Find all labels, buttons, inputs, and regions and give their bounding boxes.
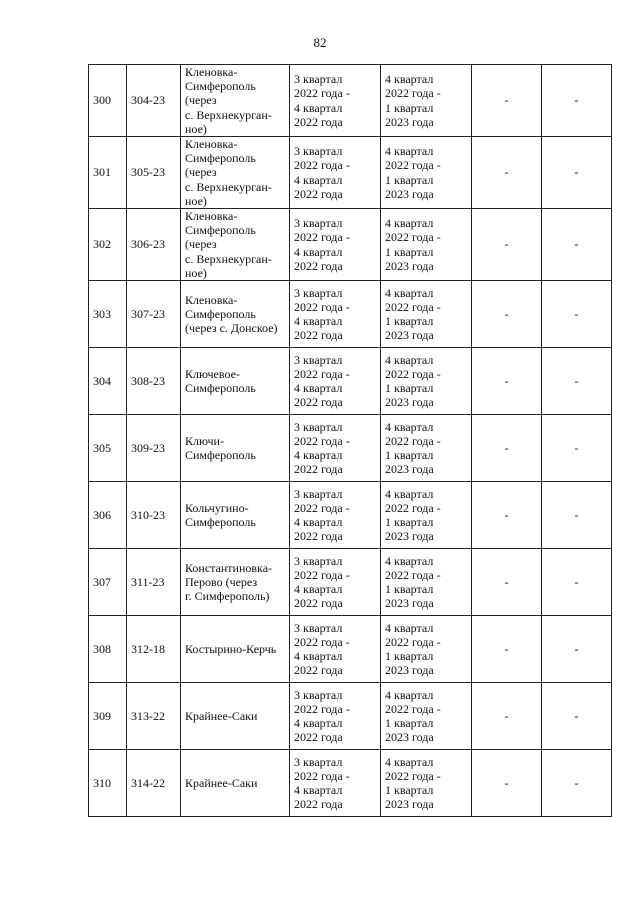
- end-period-cell: 4 квартал 2022 года - 1 квартал 2023 года: [381, 415, 472, 482]
- route-name-cell: Кленовка- Симферополь (через с. Верхнекурган- ное): [181, 65, 290, 137]
- table-row: [89, 683, 612, 750]
- end-period-cell: 4 квартал 2022 года - 1 квартал 2023 года: [381, 348, 472, 415]
- route-name-cell: Кольчугино- Симферополь: [181, 482, 290, 549]
- row-number-cell: 302: [89, 209, 127, 281]
- empty-value-cell: -: [472, 209, 542, 281]
- page-number: 82: [313, 35, 327, 50]
- route-code-cell: 314-22: [127, 750, 181, 817]
- empty-value-cell: -: [542, 137, 612, 209]
- route-name-cell: Ключи- Симферополь: [181, 415, 290, 482]
- table-row: [89, 549, 612, 616]
- route-code-cell: 312-18: [127, 616, 181, 683]
- empty-value-cell: -: [472, 549, 542, 616]
- empty-value-cell: -: [472, 348, 542, 415]
- empty-value-cell: -: [542, 683, 612, 750]
- empty-value-cell: -: [542, 65, 612, 137]
- route-code-cell: 311-23: [127, 549, 181, 616]
- empty-value-cell: -: [472, 616, 542, 683]
- start-period-cell: 3 квартал 2022 года - 4 квартал 2022 года: [290, 482, 381, 549]
- empty-value-cell: -: [542, 209, 612, 281]
- empty-value-cell: -: [542, 616, 612, 683]
- route-code-cell: 310-23: [127, 482, 181, 549]
- empty-value-cell: -: [472, 482, 542, 549]
- empty-value-cell: -: [472, 65, 542, 137]
- empty-value-cell: -: [472, 750, 542, 817]
- route-name-cell: Костырино-Керчь: [181, 616, 290, 683]
- start-period-cell: 3 квартал 2022 года - 4 квартал 2022 года: [290, 415, 381, 482]
- route-name-cell: Крайнее-Саки: [181, 683, 290, 750]
- row-number-cell: 306: [89, 482, 127, 549]
- route-name-cell: Константиновка- Перово (через г. Симферополь): [181, 549, 290, 616]
- table-row: [89, 137, 612, 209]
- table-row: [89, 482, 612, 549]
- end-period-cell: 4 квартал 2022 года - 1 квартал 2023 года: [381, 281, 472, 348]
- table-row: [89, 750, 612, 817]
- empty-value-cell: -: [542, 750, 612, 817]
- route-name-cell: Кленовка- Симферополь (через с. Донское): [181, 281, 290, 348]
- route-code-cell: 304-23: [127, 65, 181, 137]
- row-number-cell: 303: [89, 281, 127, 348]
- start-period-cell: 3 квартал 2022 года - 4 квартал 2022 года: [290, 209, 381, 281]
- schedule-table-body: [89, 65, 612, 817]
- row-number-cell: 308: [89, 616, 127, 683]
- route-code-cell: 308-23: [127, 348, 181, 415]
- route-code-cell: 306-23: [127, 209, 181, 281]
- row-number-cell: 307: [89, 549, 127, 616]
- start-period-cell: 3 квартал 2022 года - 4 квартал 2022 года: [290, 616, 381, 683]
- empty-value-cell: -: [542, 281, 612, 348]
- route-code-cell: 313-22: [127, 683, 181, 750]
- route-name-cell: Крайнее-Саки: [181, 750, 290, 817]
- row-number-cell: 310: [89, 750, 127, 817]
- schedule-table: [88, 64, 612, 817]
- end-period-cell: 4 квартал 2022 года - 1 квартал 2023 года: [381, 137, 472, 209]
- empty-value-cell: -: [542, 415, 612, 482]
- route-name-cell: Кленовка- Симферополь (через с. Верхнекурган- ное): [181, 209, 290, 281]
- empty-value-cell: -: [542, 348, 612, 415]
- table-row: [89, 415, 612, 482]
- end-period-cell: 4 квартал 2022 года - 1 квартал 2023 года: [381, 482, 472, 549]
- start-period-cell: 3 квартал 2022 года - 4 квартал 2022 года: [290, 65, 381, 137]
- table-row: [89, 65, 612, 137]
- end-period-cell: 4 квартал 2022 года - 1 квартал 2023 года: [381, 683, 472, 750]
- start-period-cell: 3 квартал 2022 года - 4 квартал 2022 года: [290, 549, 381, 616]
- start-period-cell: 3 квартал 2022 года - 4 квартал 2022 года: [290, 348, 381, 415]
- route-name-cell: Кленовка- Симферополь (через с. Верхнекурган- ное): [181, 137, 290, 209]
- empty-value-cell: -: [542, 549, 612, 616]
- empty-value-cell: -: [542, 482, 612, 549]
- end-period-cell: 4 квартал 2022 года - 1 квартал 2023 года: [381, 209, 472, 281]
- row-number-cell: 305: [89, 415, 127, 482]
- empty-value-cell: -: [472, 137, 542, 209]
- start-period-cell: 3 квартал 2022 года - 4 квартал 2022 года: [290, 750, 381, 817]
- route-code-cell: 309-23: [127, 415, 181, 482]
- row-number-cell: 300: [89, 65, 127, 137]
- table-row: [89, 209, 612, 281]
- table-row: [89, 348, 612, 415]
- row-number-cell: 301: [89, 137, 127, 209]
- empty-value-cell: -: [472, 281, 542, 348]
- end-period-cell: 4 квартал 2022 года - 1 квартал 2023 года: [381, 549, 472, 616]
- route-code-cell: 307-23: [127, 281, 181, 348]
- row-number-cell: 309: [89, 683, 127, 750]
- start-period-cell: 3 квартал 2022 года - 4 квартал 2022 года: [290, 683, 381, 750]
- route-name-cell: Ключевое- Симферополь: [181, 348, 290, 415]
- end-period-cell: 4 квартал 2022 года - 1 квартал 2023 года: [381, 65, 472, 137]
- end-period-cell: 4 квартал 2022 года - 1 квартал 2023 года: [381, 616, 472, 683]
- start-period-cell: 3 квартал 2022 года - 4 квартал 2022 года: [290, 281, 381, 348]
- route-code-cell: 305-23: [127, 137, 181, 209]
- table-row: [89, 616, 612, 683]
- empty-value-cell: -: [472, 683, 542, 750]
- row-number-cell: 304: [89, 348, 127, 415]
- end-period-cell: 4 квартал 2022 года - 1 квартал 2023 года: [381, 750, 472, 817]
- start-period-cell: 3 квартал 2022 года - 4 квартал 2022 года: [290, 137, 381, 209]
- table-row: [89, 281, 612, 348]
- empty-value-cell: -: [472, 415, 542, 482]
